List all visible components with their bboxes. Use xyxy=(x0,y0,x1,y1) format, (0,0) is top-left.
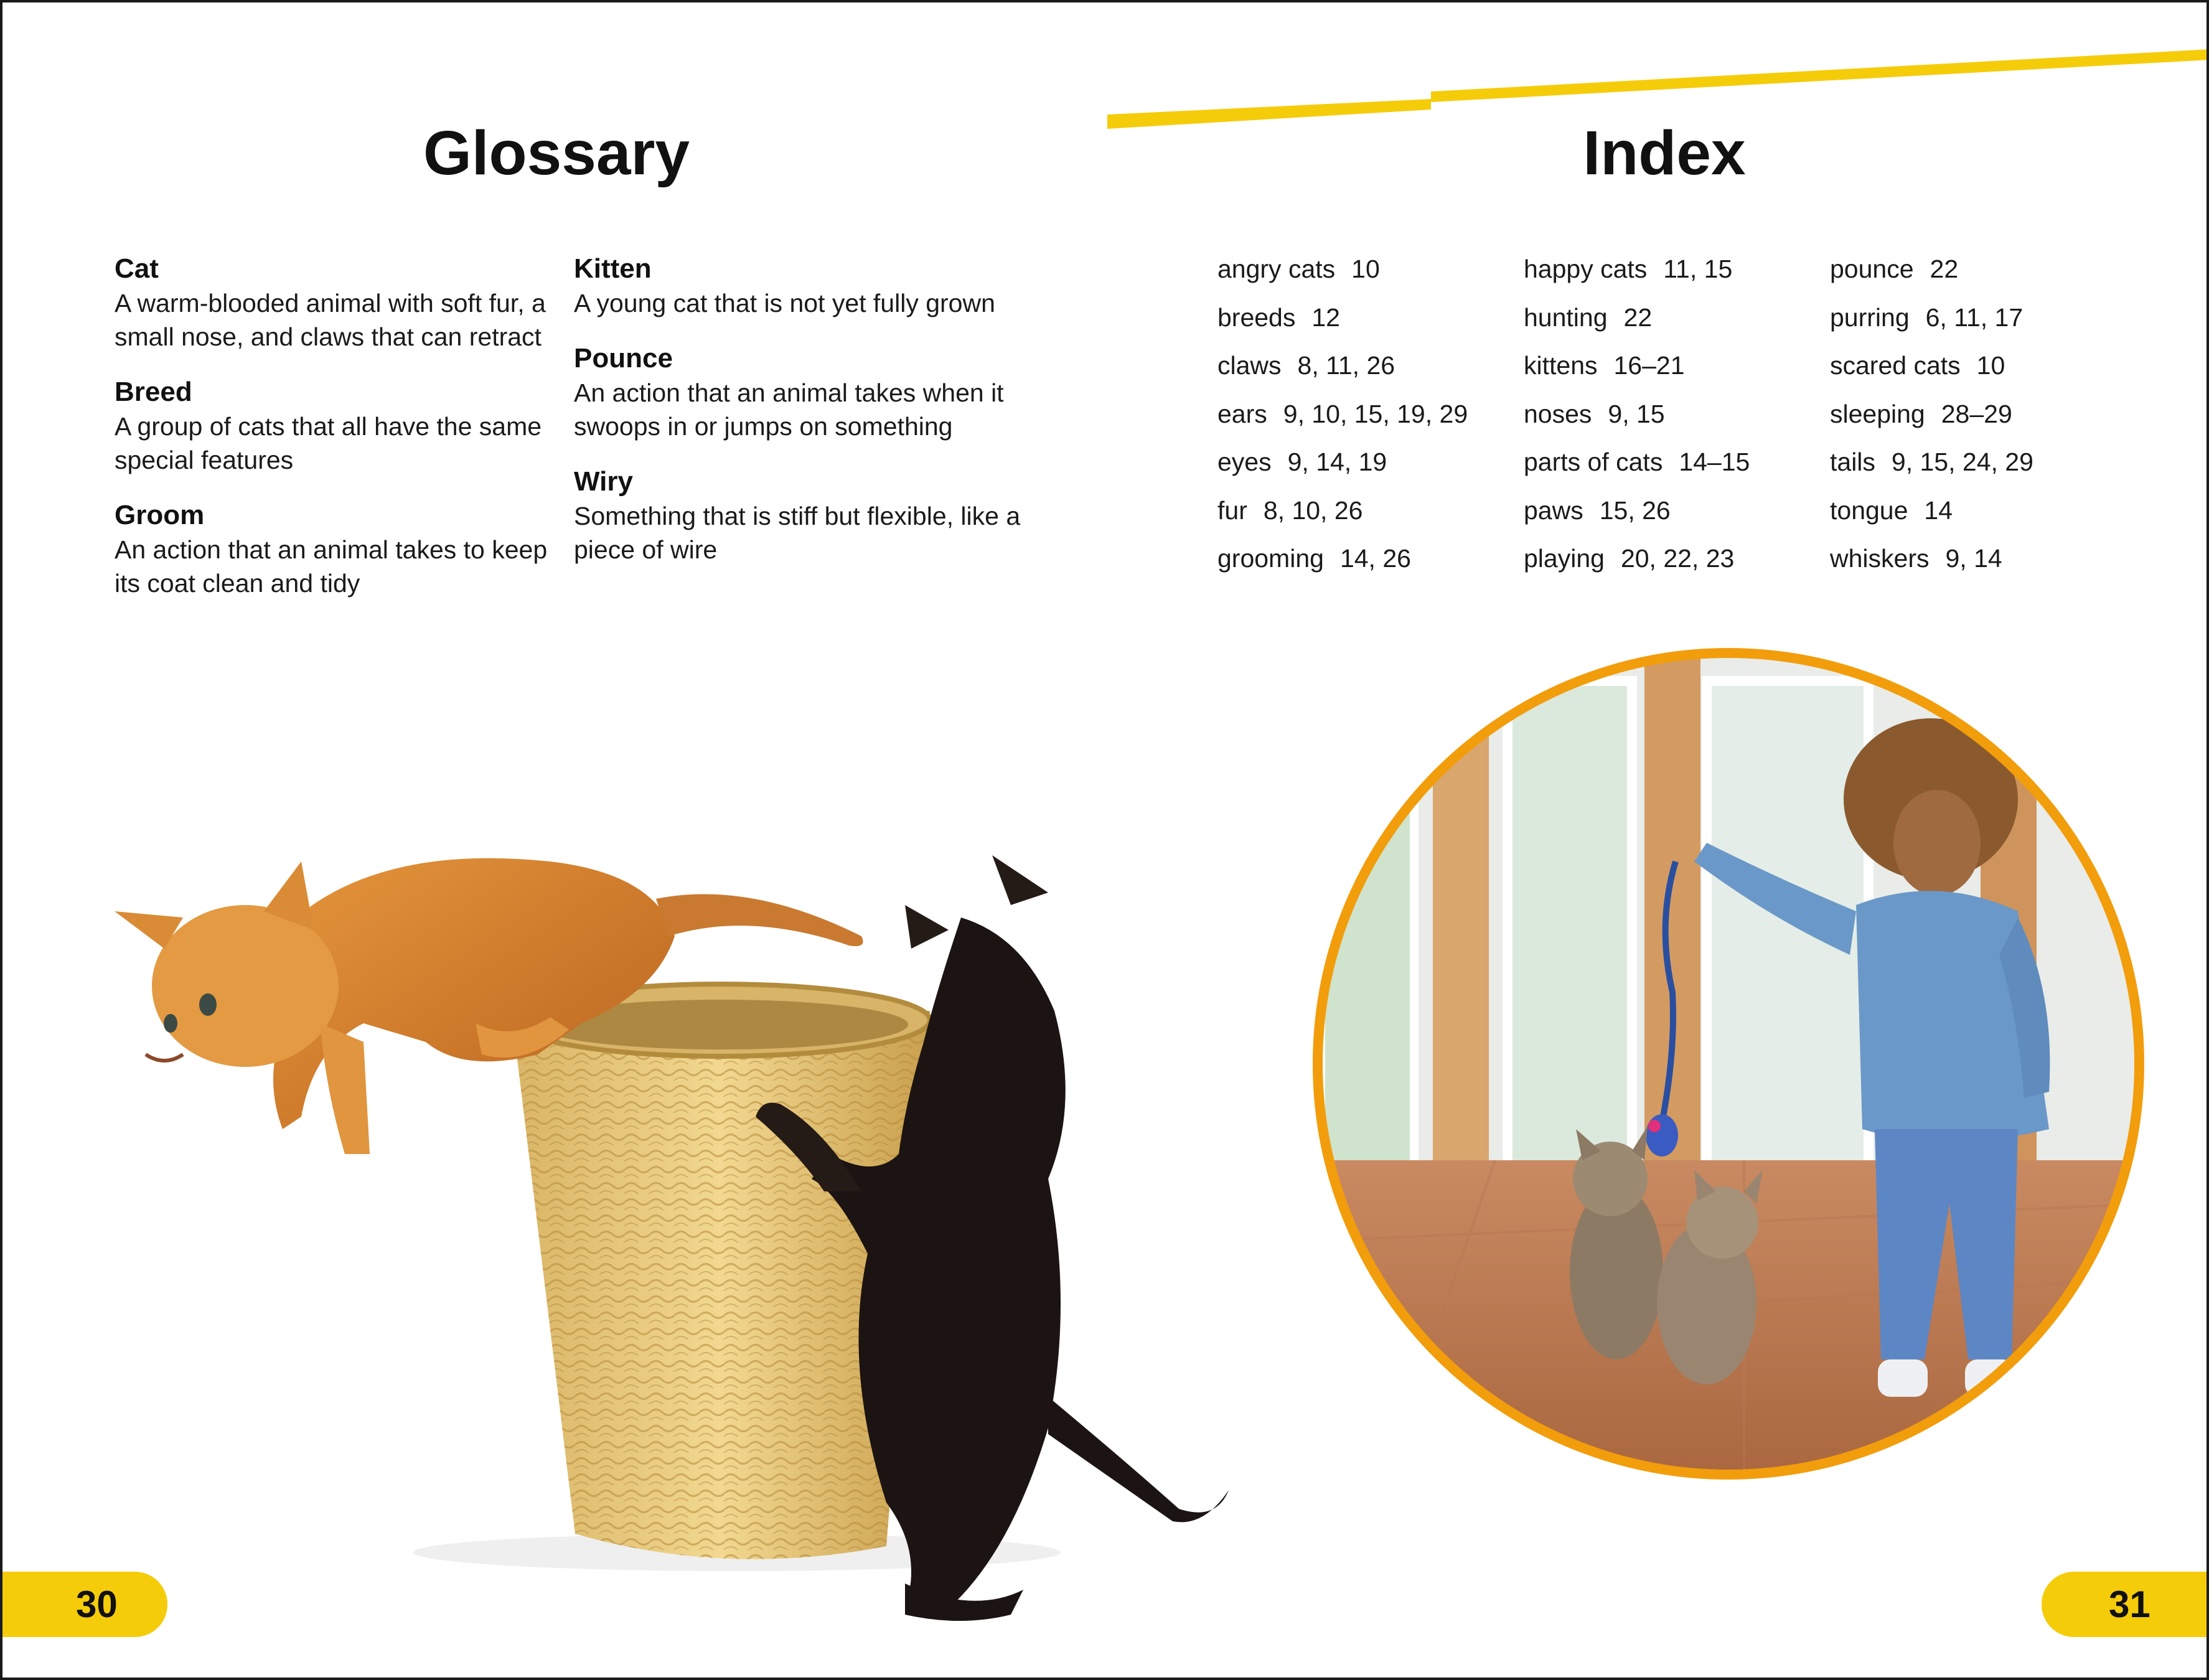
glossary-left-column xyxy=(115,251,550,621)
index-pages: 12 xyxy=(1311,303,1340,332)
index-pages: 14 xyxy=(1924,495,1953,525)
index-pages: 6, 11, 17 xyxy=(1925,303,2024,332)
index-entry xyxy=(1524,348,1816,397)
glossary-entry xyxy=(115,375,550,477)
index-term: fur xyxy=(1217,495,1247,525)
index-term: noses xyxy=(1524,399,1592,428)
index-entry xyxy=(1217,348,1510,397)
index-term: scared cats xyxy=(1830,351,1961,380)
glossary-definition: A warm-blooded animal with soft fur, a small nose, and claws that can retract xyxy=(115,289,546,351)
glossary-definition: An action that an animal takes when it swoops in or jumps on something xyxy=(574,378,1004,441)
index-entry xyxy=(1524,397,1816,445)
index-entry xyxy=(1830,300,2122,349)
glossary-definition: A group of cats that all have the same special features xyxy=(115,412,542,474)
index-term: tongue xyxy=(1830,495,1908,525)
index-term: eyes xyxy=(1217,448,1272,476)
index-term: playing xyxy=(1524,544,1605,573)
index-term: hunting xyxy=(1524,303,1608,332)
index-entry xyxy=(1524,444,1816,493)
glossary-definition: Something that is stiff but flexible, like a piece of wire xyxy=(574,502,1021,564)
index-term: tails xyxy=(1830,448,1875,476)
index-column-2 xyxy=(1524,251,1816,589)
glossary-title: Glossary xyxy=(423,118,690,188)
index-entry xyxy=(1524,541,1816,589)
index-pages: 22 xyxy=(1930,255,1959,283)
index-entry xyxy=(1217,397,1510,445)
index-term: whiskers xyxy=(1830,544,1930,573)
index-entry xyxy=(1217,493,1510,542)
glossary-term: Pounce xyxy=(574,343,673,373)
glossary-term: Breed xyxy=(115,377,192,407)
index-pages: 9, 14, 19 xyxy=(1287,448,1387,476)
index-entry xyxy=(1217,251,1510,300)
index-pages: 9, 15 xyxy=(1608,399,1665,428)
index-entry xyxy=(1524,251,1816,300)
index-entry xyxy=(1217,444,1510,493)
index-pages: 10 xyxy=(1976,351,2005,380)
page-number-right: 31 xyxy=(2109,1584,2150,1625)
index-entry xyxy=(1830,348,2122,397)
glossary-term: Groom xyxy=(115,500,205,530)
index-pages: 11, 15 xyxy=(1663,255,1733,283)
index-entry xyxy=(1217,541,1510,589)
glossary-term: Kitten xyxy=(574,253,652,284)
index-term: paws xyxy=(1524,495,1583,525)
glossary-entry xyxy=(115,251,550,354)
yellow-accent-stripe xyxy=(2,2,2209,189)
index-pages: 14–15 xyxy=(1679,448,1750,476)
index-pages: 9, 10, 15, 19, 29 xyxy=(1283,399,1468,428)
glossary-term: Wiry xyxy=(574,466,633,497)
index-entry xyxy=(1524,300,1816,349)
index-pages: 28–29 xyxy=(1941,399,2012,428)
index-pages: 9, 15, 24, 29 xyxy=(1891,448,2033,476)
left-page-number-tab xyxy=(2,1572,167,1637)
index-term: kittens xyxy=(1524,351,1598,380)
glossary-entry xyxy=(574,251,1022,320)
index-entry xyxy=(1830,541,2122,589)
index-entry xyxy=(1524,493,1816,542)
index-pages: 15, 26 xyxy=(1599,495,1671,525)
index-pages: 16–21 xyxy=(1613,351,1685,380)
index-entry xyxy=(1830,444,2122,493)
glossary-term: Cat xyxy=(115,253,159,284)
glossary-definition: An action that an animal takes to keep its coat clean and tidy xyxy=(115,535,548,598)
index-term: claws xyxy=(1217,351,1282,380)
index-term: ears xyxy=(1217,399,1267,428)
index-pages: 14, 26 xyxy=(1339,544,1411,573)
index-pages: 9, 14 xyxy=(1945,544,2002,573)
index-title: Index xyxy=(1583,118,1746,188)
index-column-3 xyxy=(1830,251,2122,589)
index-term: breeds xyxy=(1217,303,1296,332)
index-pages: 8, 10, 26 xyxy=(1263,495,1363,525)
girl-playing-with-cats-photo xyxy=(1308,644,2149,1484)
index-term: pounce xyxy=(1830,255,1914,283)
glossary-entry xyxy=(574,341,1022,443)
index-term: purring xyxy=(1830,303,1910,332)
index-term: grooming xyxy=(1217,544,1324,573)
index-entry xyxy=(1217,300,1510,349)
index-term: happy cats xyxy=(1524,255,1648,283)
index-pages: 8, 11, 26 xyxy=(1297,351,1395,380)
index-pages: 10 xyxy=(1351,255,1380,283)
glossary-definition: A young cat that is not yet fully grown xyxy=(574,289,995,317)
kittens-basket-photo xyxy=(77,805,1359,1652)
index-pages: 20, 22, 23 xyxy=(1620,544,1735,573)
index-column-1 xyxy=(1217,251,1510,589)
index-term: parts of cats xyxy=(1524,448,1663,476)
page-number-left: 30 xyxy=(76,1584,118,1625)
index-term: sleeping xyxy=(1830,399,1925,428)
index-entry xyxy=(1830,493,2122,542)
index-entry xyxy=(1830,251,2122,300)
right-page-number-tab xyxy=(2042,1572,2207,1637)
glossary-right-column xyxy=(574,251,1022,588)
glossary-entry xyxy=(574,464,1022,566)
index-pages: 22 xyxy=(1623,303,1653,332)
glossary-entry xyxy=(115,498,550,600)
index-term: angry cats xyxy=(1217,255,1336,283)
index-entry xyxy=(1830,397,2122,445)
